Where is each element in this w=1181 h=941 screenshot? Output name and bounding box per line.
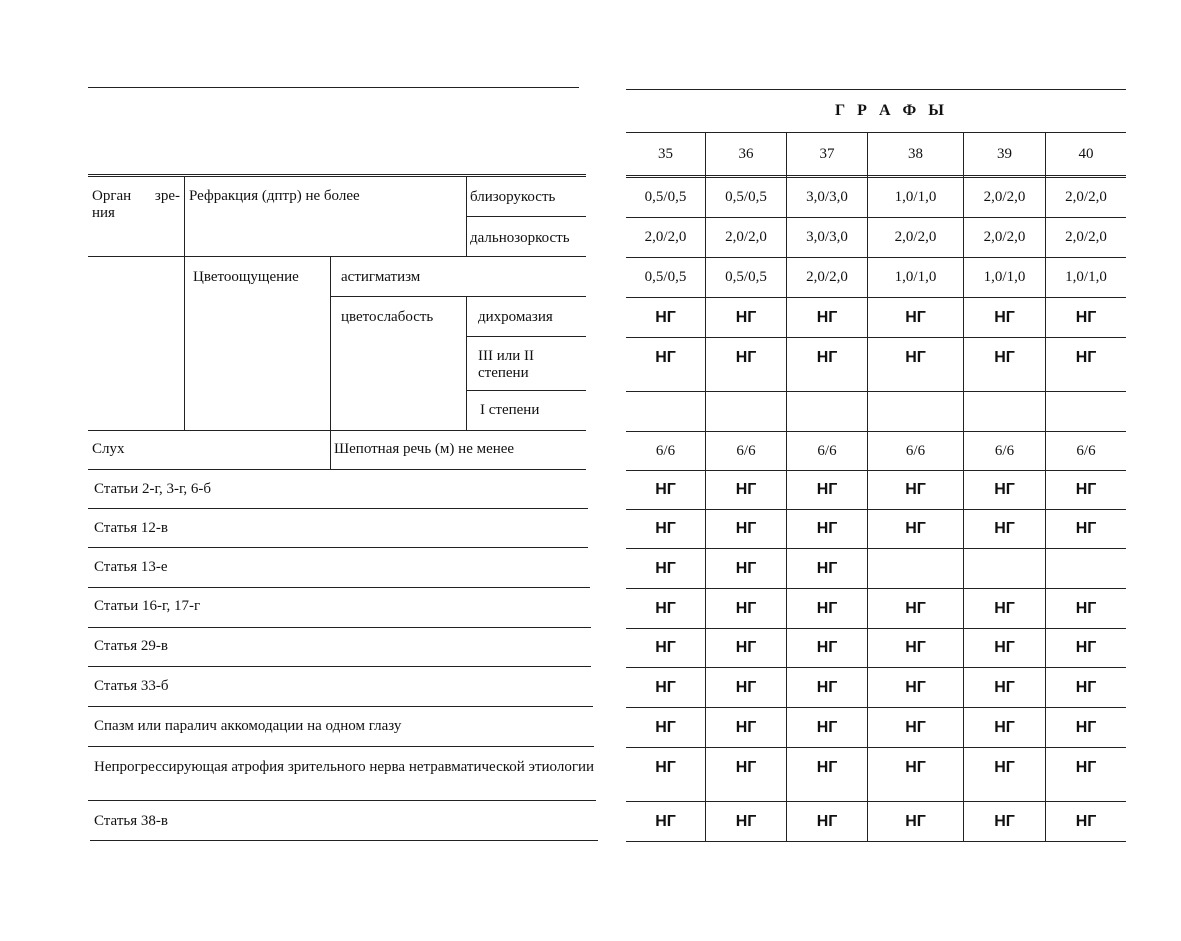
cell-hyperopia-40: 2,0/2,0: [1065, 229, 1107, 245]
cell-hyperopia-36: 2,0/2,0: [725, 229, 767, 245]
cell-whisper-39: 6/6: [994, 442, 1015, 459]
cell-degree-3-2-35: НГ: [655, 349, 676, 366]
cell-degree-3-2-39: НГ: [994, 349, 1015, 366]
label-art-16g: Статьи 16-г, 17-г: [94, 598, 201, 614]
cell-myopia-39: 2,0/2,0: [983, 188, 1026, 205]
cell-art-13e-37: НГ: [816, 559, 838, 577]
label-degree-1: I степени: [480, 402, 540, 418]
cell-art-13e-35: НГ: [655, 559, 676, 577]
rule: [88, 547, 588, 548]
cell-art-16g-40: НГ: [1075, 599, 1097, 617]
cell-spasm-36: НГ: [735, 718, 757, 736]
label-art-33b: Статья 33-б: [94, 678, 169, 694]
rule: [90, 840, 598, 841]
cell-whisper-37: 6/6: [817, 442, 837, 459]
cell-art-33b-40: НГ: [1075, 678, 1097, 696]
rule: [466, 390, 586, 391]
cell-whisper-36: 6/6: [736, 442, 756, 459]
cell-hyperopia-37: 3,0/3,0: [806, 229, 848, 245]
cell-atrophy-40: НГ: [1075, 759, 1097, 776]
cell-art-38v-35: НГ: [655, 812, 676, 830]
rule: [184, 176, 185, 430]
cell-art-29v-38: НГ: [905, 639, 926, 656]
left-top-rule: [88, 87, 579, 88]
cell-art-12v-37: НГ: [816, 520, 838, 537]
label-art-29v: Статья 29-в: [94, 638, 168, 654]
cell-spasm-35: НГ: [655, 718, 676, 736]
cell-art-2g-38: НГ: [905, 481, 926, 498]
cell-atrophy-37: НГ: [816, 759, 838, 776]
label-color-weakness: цветослабость: [341, 309, 434, 325]
col-header: 35: [658, 145, 673, 162]
cell-myopia-35: 0,5/0,5: [644, 188, 687, 205]
label-art-13e: Статья 13-е: [94, 559, 168, 575]
label-organ: Орган зре- ния: [92, 188, 180, 221]
cell-degree-1-37: [787, 392, 867, 431]
cell-art-38v-39: НГ: [994, 812, 1015, 830]
cell-whisper-38: 6/6: [905, 442, 926, 459]
cell-astigmatism-38: 1,0/1,0: [894, 269, 937, 285]
cell-art-16g-37: НГ: [816, 599, 838, 617]
cell-astigmatism-36: 0,5/0,5: [725, 269, 767, 285]
table-title: Г Р А Ф Ы: [835, 102, 948, 119]
cell-dichromasia-39: НГ: [994, 308, 1015, 326]
rule: [88, 430, 586, 431]
cell-degree-3-2-40: НГ: [1075, 349, 1097, 366]
label-refraction: Рефракция (дптр) не более: [189, 188, 360, 204]
cell-astigmatism-37: 2,0/2,0: [806, 269, 848, 285]
cell-degree-3-2-37: НГ: [816, 349, 838, 366]
cell-art-16g-39: НГ: [994, 599, 1015, 617]
cell-art-2g-36: НГ: [735, 481, 757, 498]
cell-degree-1-35: [626, 392, 705, 431]
cell-art-13e-40: [1046, 549, 1126, 588]
cell-art-16g-36: НГ: [735, 599, 757, 617]
cell-whisper-40: 6/6: [1076, 442, 1096, 459]
rule: [466, 176, 467, 256]
cell-hyperopia-39: 2,0/2,0: [983, 229, 1026, 245]
cell-myopia-38: 1,0/1,0: [894, 188, 937, 205]
cell-astigmatism-39: 1,0/1,0: [983, 269, 1026, 285]
cell-spasm-37: НГ: [816, 718, 838, 736]
cell-art-33b-35: НГ: [655, 678, 676, 696]
cell-art-29v-40: НГ: [1075, 639, 1097, 656]
cell-art-29v-37: НГ: [816, 639, 838, 656]
cell-art-12v-39: НГ: [994, 520, 1015, 537]
cell-dichromasia-40: НГ: [1075, 308, 1097, 326]
rule: [88, 800, 596, 801]
rule: [466, 216, 586, 217]
cell-degree-1-36: [706, 392, 786, 431]
cell-dichromasia-38: НГ: [905, 308, 926, 326]
cell-dichromasia-36: НГ: [735, 308, 757, 326]
col-header: 40: [1078, 145, 1094, 162]
cell-art-29v-39: НГ: [994, 639, 1015, 656]
cell-degree-3-2-38: НГ: [905, 349, 926, 366]
label-hyperopia: дальнозоркость: [470, 230, 570, 246]
cell-degree-3-2-36: НГ: [735, 349, 757, 366]
rule: [626, 841, 1126, 842]
label-degree-3-2: III или II степени: [478, 348, 535, 381]
rule: [88, 256, 586, 257]
cell-whisper-35: 6/6: [655, 442, 676, 459]
label-spasm: Спазм или паралич аккомодации на одном глазу: [94, 718, 402, 734]
cell-art-12v-36: НГ: [735, 520, 757, 537]
cell-art-29v-36: НГ: [735, 639, 757, 656]
label-art-12v: Статья 12-в: [94, 520, 168, 536]
cell-art-38v-38: НГ: [905, 812, 926, 830]
cell-spasm-38: НГ: [905, 718, 926, 736]
rule: [466, 296, 467, 430]
cell-astigmatism-40: 1,0/1,0: [1065, 269, 1107, 285]
label-color-sense: Цветоощущение: [193, 269, 299, 285]
cell-art-33b-36: НГ: [735, 678, 757, 696]
cell-myopia-37: 3,0/3,0: [806, 188, 848, 205]
label-art-38v: Статья 38-в: [94, 813, 168, 829]
cell-art-2g-35: НГ: [655, 481, 676, 498]
cell-art-38v-37: НГ: [816, 812, 838, 830]
right-top-rule: [626, 89, 1126, 90]
cell-art-13e-38: [868, 549, 963, 588]
cell-myopia-40: 2,0/2,0: [1065, 188, 1107, 205]
cell-hyperopia-35: 2,0/2,0: [644, 229, 687, 245]
cell-degree-1-39: [964, 392, 1045, 431]
rule: [330, 256, 331, 469]
cell-art-13e-36: НГ: [735, 559, 757, 577]
rule: [88, 469, 586, 470]
label-atrophy: Непрогрессирующая атрофия зрительного нерва нетравматической этиологии: [94, 759, 595, 775]
cell-dichromasia-35: НГ: [655, 308, 676, 326]
cell-atrophy-35: НГ: [655, 759, 676, 776]
cell-art-12v-38: НГ: [905, 520, 926, 537]
cell-art-2g-40: НГ: [1075, 481, 1097, 498]
label-art-2g: Статьи 2-г, 3-г, 6-б: [94, 481, 212, 497]
col-header: 37: [819, 145, 835, 162]
cell-art-16g-35: НГ: [655, 599, 676, 617]
label-myopia: близорукость: [470, 189, 556, 205]
cell-spasm-40: НГ: [1075, 718, 1097, 736]
cell-art-38v-36: НГ: [735, 812, 757, 830]
cell-art-12v-35: НГ: [655, 520, 676, 537]
rule: [88, 666, 591, 667]
cell-degree-1-38: [868, 392, 963, 431]
cell-art-38v-40: НГ: [1075, 812, 1097, 830]
rule: [88, 706, 593, 707]
cell-degree-1-40: [1046, 392, 1126, 431]
cell-art-29v-35: НГ: [655, 639, 676, 656]
cell-art-33b-38: НГ: [905, 678, 926, 696]
col-header: 39: [997, 145, 1012, 162]
col-header: 38: [908, 145, 923, 162]
cell-hyperopia-38: 2,0/2,0: [894, 229, 937, 245]
label-astigmatism: астигматизм: [341, 269, 421, 285]
col-header: 36: [738, 145, 754, 162]
cell-astigmatism-35: 0,5/0,5: [644, 269, 687, 285]
rule: [88, 627, 591, 628]
rule: [466, 336, 586, 337]
cell-art-33b-37: НГ: [816, 678, 838, 696]
cell-art-13e-39: [964, 549, 1045, 588]
label-whisper: Шепотная речь (м) не менее: [334, 441, 515, 457]
cell-art-2g-39: НГ: [994, 481, 1015, 498]
cell-atrophy-36: НГ: [735, 759, 757, 776]
cell-art-12v-40: НГ: [1075, 520, 1097, 537]
cell-art-33b-39: НГ: [994, 678, 1015, 696]
cell-spasm-39: НГ: [994, 718, 1015, 736]
cell-atrophy-38: НГ: [905, 759, 926, 776]
rule: [88, 508, 588, 509]
cell-atrophy-39: НГ: [994, 759, 1015, 776]
cell-art-16g-38: НГ: [905, 599, 926, 617]
rule: [88, 587, 590, 588]
label-dichromasia: дихромазия: [478, 309, 553, 325]
rule: [330, 296, 586, 297]
cell-art-2g-37: НГ: [816, 481, 838, 498]
label-hearing: Слух: [92, 441, 125, 457]
left-header-rule: [88, 174, 586, 177]
rule: [88, 746, 594, 747]
cell-dichromasia-37: НГ: [816, 308, 838, 326]
cell-myopia-36: 0,5/0,5: [725, 188, 767, 205]
